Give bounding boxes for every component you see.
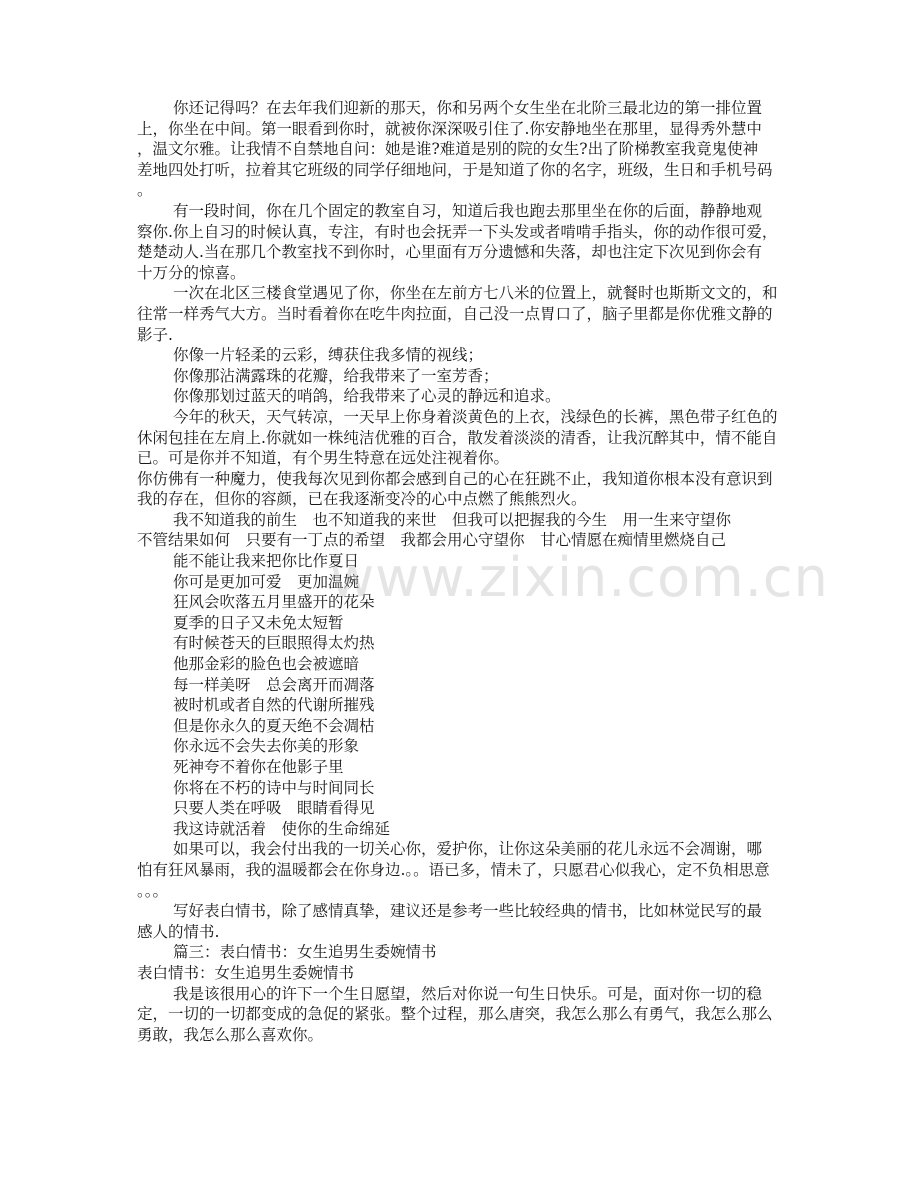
text-line: 只要人类在呼吸 眼睛看得见 — [173, 799, 375, 818]
text-line: 休闲包挂在左肩上.你就如一株纯洁优雅的百合，散发着淡淡的清香，让我沉醉其中，情不能自 — [137, 428, 778, 447]
text-line: 夏季的日子又未免太短暂 — [173, 613, 344, 632]
text-line: 我这诗就活着 使你的生命绵延 — [173, 819, 391, 838]
text-line: 今年的秋天，天气转凉，一天早上你身着淡黄色的上衣，浅绿色的长裤，黑色带子红色的 — [173, 407, 778, 426]
text-line: 定，一切的一切都变成的急促的紧张。整个过程，那么唐突，我怎么那么有勇气，我怎么那么 — [137, 1005, 773, 1024]
text-line: 狂风会吹落五月里盛开的花朵 — [173, 593, 375, 612]
text-line: ，温文尔雅。让我情不自禁地自问：她是谁?难道是别的院的女生?出了阶梯教室我竟鬼使神 — [137, 140, 759, 159]
text-line: 每一样美呀 总会离开而凋落 — [173, 675, 375, 694]
text-line: 感人的情书. — [137, 922, 220, 941]
text-line: 怕有狂风暴雨，我的温暖都会在你身边.。。语已多，情未了，只愿君心似我心，定不负相思意 — [137, 860, 770, 879]
text-line: 一次在北区三楼食堂遇见了你，你坐在左前方七八米的位置上，就餐时也斯斯文文的，和 — [173, 284, 778, 303]
watermark: www.zixin.com.cn — [330, 546, 829, 609]
text-line: 你仿佛有一种魔力，使我每次见到你都会感到自己的心在狂跳不止，我知道你根本没有意识到 — [137, 469, 773, 488]
text-line: 他那金彩的脸色也会被遮暗 — [173, 655, 360, 674]
text-line: 楚楚动人.当在那几个教室找不到你时，心里面有万分遗憾和失落，却也注定下次见到你会有 — [137, 243, 762, 262]
text-line: 但是你永久的夏天绝不会凋枯 — [173, 716, 375, 735]
text-line: 如果可以，我会付出我的一切关心你，爱护你，让你这朵美丽的花儿永远不会凋谢，哪 — [173, 840, 763, 859]
text-line: 勇敢，我怎么那么喜欢你。 — [137, 1025, 324, 1044]
text-line: 被时机或者自然的代谢所摧残 — [173, 696, 375, 715]
text-line: 死神夸不着你在他影子里 — [173, 758, 344, 776]
text-line: 往常一样秀气大方。当时看着你在吃牛肉拉面，自己没一点胃口了，脑子里都是你优雅文静的 — [137, 304, 773, 323]
text-line: 上，你坐在中间。第一眼看到你时，就被你深深吸引住了.你安静地坐在那里，显得秀外慧中 — [137, 119, 762, 138]
text-line: 不管结果如何 只要有一丁点的希望 我都会用心守望你 甘心情愿在痴情里燃烧自己 — [137, 531, 727, 550]
text-line: 你可是更加可爱 更加温婉 — [173, 572, 360, 591]
text-line: 察你.你上自习的时候认真，专注，有时也会抚弄一下头发或者啃啃手指头，你的动作很可爱， — [137, 222, 778, 241]
text-line: 写好表白情书，除了感情真挚，建议还是参考一些比较经典的情书，比如林觉民写的最 — [173, 902, 763, 921]
text-line: 你永远不会失去你美的形象 — [173, 737, 360, 756]
text-line: 影子. — [137, 325, 173, 344]
text-line: 篇三：表白情书：女生追男生委婉情书 — [173, 943, 437, 962]
text-line: 表白情书：女生追男生委婉情书 — [137, 963, 355, 982]
text-line: 。 — [137, 181, 153, 200]
text-line: 差地四处打听，拉着其它班级的同学仔细地问，于是知道了你的名字，班级，生日和手机号码 — [137, 160, 773, 179]
text-line: 。。。 — [137, 881, 169, 900]
text-line: 十万分的惊喜。 — [137, 263, 246, 282]
text-line: 我的存在，但你的容颜，已在我逐渐变冷的心中点燃了熊熊烈火。 — [137, 490, 587, 509]
text-line: 我是该很用心的许下一个生日愿望，然后对你说一句生日快乐。可是，面对你一切的稳 — [173, 984, 763, 1003]
text-line: 你像一片轻柔的云彩，缚获住我多情的视线； — [173, 346, 484, 365]
text-line: 能不能让我来把你比作夏日 — [173, 552, 360, 571]
document-body — [137, 98, 787, 1045]
text-line: 你还记得吗？在去年我们迎新的那天，你和另两个女生坐在北阶三最北边的第一排位置 — [173, 99, 763, 117]
text-line: 我不知道我的前生 也不知道我的来世 但我可以把握我的今生 用一生来守望你 — [173, 510, 732, 529]
text-line: 已。可是你并不知道，有个男生特意在远处注视着你。 — [137, 449, 510, 468]
text-line: 你像那沾满露珠的花瓣，给我带来了一室芳香； — [173, 366, 499, 385]
text-line: 有时候苍天的巨眼照得太灼热 — [173, 634, 375, 653]
text-line: 你将在不朽的诗中与时间同长 — [173, 778, 375, 797]
text-line: 有一段时间，你在几个固定的教室自习，知道后我也跑去那里坐在你的后面，静静地观 — [173, 201, 763, 220]
text-line: 你像那划过蓝天的哨鸽，给我带来了心灵的静远和追求。 — [173, 387, 561, 406]
